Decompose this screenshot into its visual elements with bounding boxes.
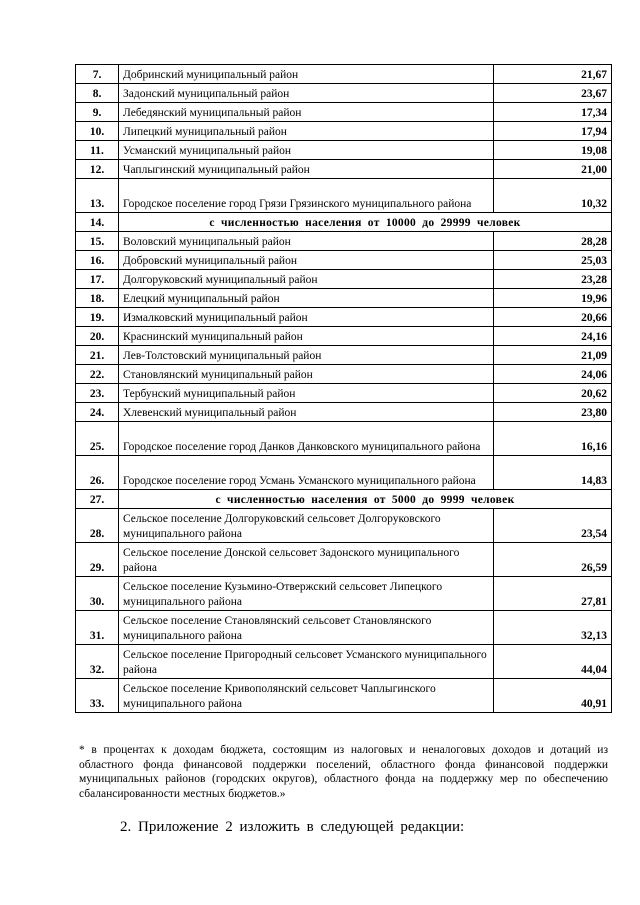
table-row (76, 65, 612, 84)
table-row (76, 346, 612, 365)
municipality-name: Усманский муниципальный район (119, 141, 494, 160)
municipality-name: Добровский муниципальный район (119, 251, 494, 270)
municipality-name: Городское поселение город Грязи Грязинского муниципального района (119, 179, 494, 213)
municipality-name: Городское поселение город Данков Данковского муниципального района (119, 422, 494, 456)
row-number: 24. (76, 403, 119, 422)
table-row (76, 270, 612, 289)
percent-value: 21,00 (494, 160, 612, 179)
table-row (76, 103, 612, 122)
table-row (76, 645, 612, 679)
municipality-name: Тербунский муниципальный район (119, 384, 494, 403)
row-number: 7. (76, 65, 119, 84)
municipality-name: Липецкий муниципальный район (119, 122, 494, 141)
municipality-name: Городское поселение город Усмань Усманского муниципального района (119, 456, 494, 490)
table-row (76, 384, 612, 403)
row-number: 16. (76, 251, 119, 270)
section-header-text: с численностью населения от 10000 до 29999 человек (119, 213, 612, 232)
table-row (76, 679, 612, 713)
table-row (76, 160, 612, 179)
table-row (76, 365, 612, 384)
row-number: 32. (76, 645, 119, 679)
municipality-name: Краснинский муниципальный район (119, 327, 494, 346)
percent-value: 10,32 (494, 179, 612, 213)
municipality-name: Сельское поселение Пригородный сельсовет Усманского муниципального района (119, 645, 494, 679)
data-table (75, 64, 612, 713)
percent-value: 23,67 (494, 84, 612, 103)
percent-value: 21,67 (494, 65, 612, 84)
row-number: 19. (76, 308, 119, 327)
table-row (76, 251, 612, 270)
percent-value: 40,91 (494, 679, 612, 713)
percent-value: 24,16 (494, 327, 612, 346)
row-number: 21. (76, 346, 119, 365)
percent-value: 19,08 (494, 141, 612, 160)
row-number: 25. (76, 422, 119, 456)
row-number: 17. (76, 270, 119, 289)
municipality-name: Сельское поселение Становлянский сельсовет Становлянского муниципального района (119, 611, 494, 645)
municipality-name: Задонский муниципальный район (119, 84, 494, 103)
municipality-name: Елецкий муниципальный район (119, 289, 494, 308)
municipality-name: Сельское поселение Долгоруковский сельсовет Долгоруковского муниципального района (119, 509, 494, 543)
row-number: 23. (76, 384, 119, 403)
table-row (76, 289, 612, 308)
row-number: 12. (76, 160, 119, 179)
row-number: 8. (76, 84, 119, 103)
municipality-name: Сельское поселение Кривополянский сельсовет Чаплыгинского муниципального района (119, 679, 494, 713)
row-number: 27. (76, 490, 119, 509)
table-body (76, 65, 612, 713)
table-section-header (76, 213, 612, 232)
table-section-header (76, 490, 612, 509)
percent-value: 23,54 (494, 509, 612, 543)
percent-value: 20,66 (494, 308, 612, 327)
row-number: 14. (76, 213, 119, 232)
municipality-name: Добринский муниципальный район (119, 65, 494, 84)
percent-value: 21,09 (494, 346, 612, 365)
row-number: 31. (76, 611, 119, 645)
percent-value: 25,03 (494, 251, 612, 270)
table-row (76, 84, 612, 103)
row-number: 22. (76, 365, 119, 384)
table-row (76, 232, 612, 251)
percent-value: 44,04 (494, 645, 612, 679)
table-row (76, 403, 612, 422)
row-number: 26. (76, 456, 119, 490)
table-row (76, 141, 612, 160)
municipality-name: Долгоруковский муниципальный район (119, 270, 494, 289)
percent-value: 16,16 (494, 422, 612, 456)
percent-value: 24,06 (494, 365, 612, 384)
municipality-name: Сельское поселение Донской сельсовет Задонского муниципального района (119, 543, 494, 577)
table-row (76, 122, 612, 141)
row-number: 13. (76, 179, 119, 213)
row-number: 9. (76, 103, 119, 122)
percent-value: 27,81 (494, 577, 612, 611)
table-row (76, 456, 612, 490)
row-number: 18. (76, 289, 119, 308)
row-number: 33. (76, 679, 119, 713)
row-number: 28. (76, 509, 119, 543)
amendment-item-2: 2. Приложение 2 изложить в следующей редакции: (120, 819, 465, 835)
municipality-name: Лев-Толстовский муниципальный район (119, 346, 494, 365)
municipality-name: Хлевенский муниципальный район (119, 403, 494, 422)
municipality-name: Сельское поселение Кузьмино-Отвержский сельсовет Липецкого муниципального района (119, 577, 494, 611)
percent-value: 20,62 (494, 384, 612, 403)
municipality-name: Воловский муниципальный район (119, 232, 494, 251)
table-row (76, 543, 612, 577)
percent-value: 32,13 (494, 611, 612, 645)
row-number: 30. (76, 577, 119, 611)
municipality-name: Становлянский муниципальный район (119, 365, 494, 384)
row-number: 10. (76, 122, 119, 141)
table-row (76, 509, 612, 543)
municipality-name: Измалковский муниципальный район (119, 308, 494, 327)
table-row (76, 179, 612, 213)
table-row (76, 422, 612, 456)
percent-value: 23,80 (494, 403, 612, 422)
percent-value: 28,28 (494, 232, 612, 251)
row-number: 20. (76, 327, 119, 346)
percent-value: 14,83 (494, 456, 612, 490)
table-row (76, 327, 612, 346)
footnote: * в процентах к доходам бюджета, состоящим из налоговых и неналоговых доходов и дотаций из областного фонда финансовой поддержки поселений, областного фонда финансовой поддержки муниципальных районов (городских округов), областного фонда на поддержку мер по обеспечению сбалансированности местных бюджетов.» (79, 744, 608, 800)
percent-value: 17,94 (494, 122, 612, 141)
municipality-name: Чаплыгинский муниципальный район (119, 160, 494, 179)
percent-value: 19,96 (494, 289, 612, 308)
row-number: 11. (76, 141, 119, 160)
table-row (76, 611, 612, 645)
percent-value: 26,59 (494, 543, 612, 577)
percent-value: 23,28 (494, 270, 612, 289)
municipality-name: Лебедянский муниципальный район (119, 103, 494, 122)
row-number: 29. (76, 543, 119, 577)
row-number: 15. (76, 232, 119, 251)
table-row (76, 308, 612, 327)
percent-value: 17,34 (494, 103, 612, 122)
section-header-text: с численностью населения от 5000 до 9999 человек (119, 490, 612, 509)
table-row (76, 577, 612, 611)
